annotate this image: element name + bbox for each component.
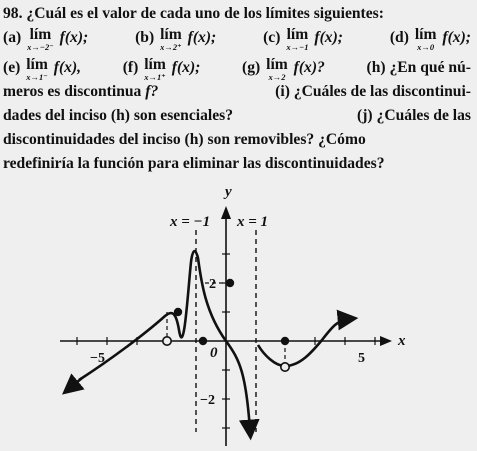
open-point-x2 [281,363,289,371]
item-j-end: discontinuidades del inciso (h) son removibles? ¿Cómo [3,131,366,148]
y-axis-arrow-icon [221,206,231,219]
curve-right-branch [258,319,348,366]
x-axis-arrow-icon [380,336,392,346]
tick-label-y-neg2: −2 [200,393,215,408]
item-d: (d) lím x→0 f(x); [389,26,471,52]
item-h-end: meros es discontinua f? [3,83,159,100]
problem-number: 98. [3,5,23,22]
tick-label-y-2: 2 [209,277,216,292]
item-f: (f) lím x→1⁺ f(x); [122,56,201,82]
item-i-end: dades del inciso (h) son esenciales? [3,107,234,124]
curve-arrow-start [70,378,82,388]
item-a: (a) lím x→−2⁻ f(x); [3,26,89,52]
closed-point-origin [199,337,207,345]
asymptote-right-label: x = 1 [237,214,269,230]
item-c: (c) lím x→−1 f(x); [263,26,343,52]
item-e: (e) lím x→1⁻ f(x), [3,56,82,82]
item-i-start: (i) ¿Cuáles de las discontinui- [275,83,471,100]
closed-point-y2 [226,279,234,287]
closed-point-x2 [281,337,289,345]
y-axis-label: y [225,184,232,200]
item-j-start: (j) ¿Cuáles de las [357,107,471,124]
problem-question: ¿Cuál es el valor de cada uno de los límites siguientes: [26,5,384,22]
item-h-start: (h) ¿En qué nú- [366,59,471,76]
item-b: (b) lím x→2⁺ f(x); [135,26,217,52]
tick-label-x-5: 5 [358,351,365,366]
problem-closing: redefiniría la función para eliminar las discontinuidades? [3,155,385,172]
tick-label-x-neg5: −5 [90,351,105,366]
origin-label: 0 [210,345,218,361]
x-axis-label: x [398,333,406,349]
item-g: (g) lím x→2 f(x)? [242,56,325,82]
open-point-neg2 [163,337,171,345]
closed-point-neg2 [174,308,182,316]
asymptote-left-label: x = −1 [170,214,211,230]
